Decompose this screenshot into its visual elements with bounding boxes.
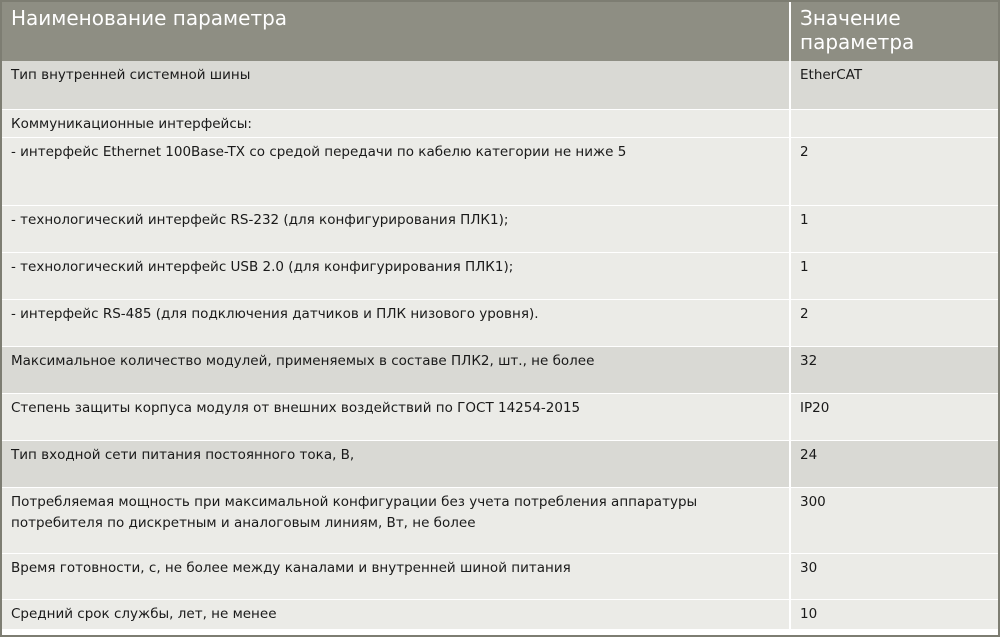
header-parameter-value: Значение параметра [790,2,998,61]
value-cell: 10 [790,599,998,629]
param-cell: - технологический интерфейс RS-232 (для конфигурирования ПЛК1); [2,205,790,252]
param-cell: Время готовности, с, не более между каналами и внутренней шиной питания [2,553,790,599]
param-cell-line: потребителя по дискретным и аналоговым линиям, Вт, не более [11,514,476,531]
param-cell: - интерфейс Ethernet 100Base-TX со средой передачи по кабелю категории не ниже 5 [2,137,790,205]
value-cell: 2 [790,299,998,346]
param-cell: Средний срок службы, лет, не менее [2,599,790,629]
value-cell: 1 [790,205,998,252]
table-row [2,205,998,252]
parameters-table [2,2,998,630]
table-row [2,440,998,487]
table-row [2,299,998,346]
value-cell: 30 [790,553,998,599]
table-row [2,487,998,553]
table-row [2,61,998,109]
param-cell: - интерфейс RS-485 (для подключения датчиков и ПЛК низового уровня). [2,299,790,346]
table-row [2,109,998,137]
table-row [2,346,998,393]
table-header-row [2,2,998,61]
value-cell [790,109,998,137]
value-cell: 1 [790,252,998,299]
value-cell: 24 [790,440,998,487]
table-row [2,553,998,599]
value-cell: IP20 [790,393,998,440]
value-cell: 300 [790,487,998,553]
param-cell: - технологический интерфейс USB 2.0 (для конфигурирования ПЛК1); [2,252,790,299]
param-cell: Степень защиты корпуса модуля от внешних воздействий по ГОСТ 14254-2015 [2,393,790,440]
param-cell: Максимальное количество модулей, применяемых в составе ПЛК2, шт., не более [2,346,790,393]
table-row [2,252,998,299]
param-cell: Тип внутренней системной шины [2,61,790,109]
header-parameter-name: Наименование параметра [2,2,790,61]
param-cell: Коммуникационные интерфейсы: [2,109,790,137]
value-cell: EtherCAT [790,61,998,109]
table-row [2,137,998,205]
value-cell: 32 [790,346,998,393]
table-row [2,599,998,629]
table-row [2,393,998,440]
param-cell [2,487,790,553]
value-cell: 2 [790,137,998,205]
param-cell: Тип входной сети питания постоянного тока, В, [2,440,790,487]
param-cell-line: Потребляемая мощность при максимальной конфигурации без учета потребления аппаратуры [11,493,698,510]
